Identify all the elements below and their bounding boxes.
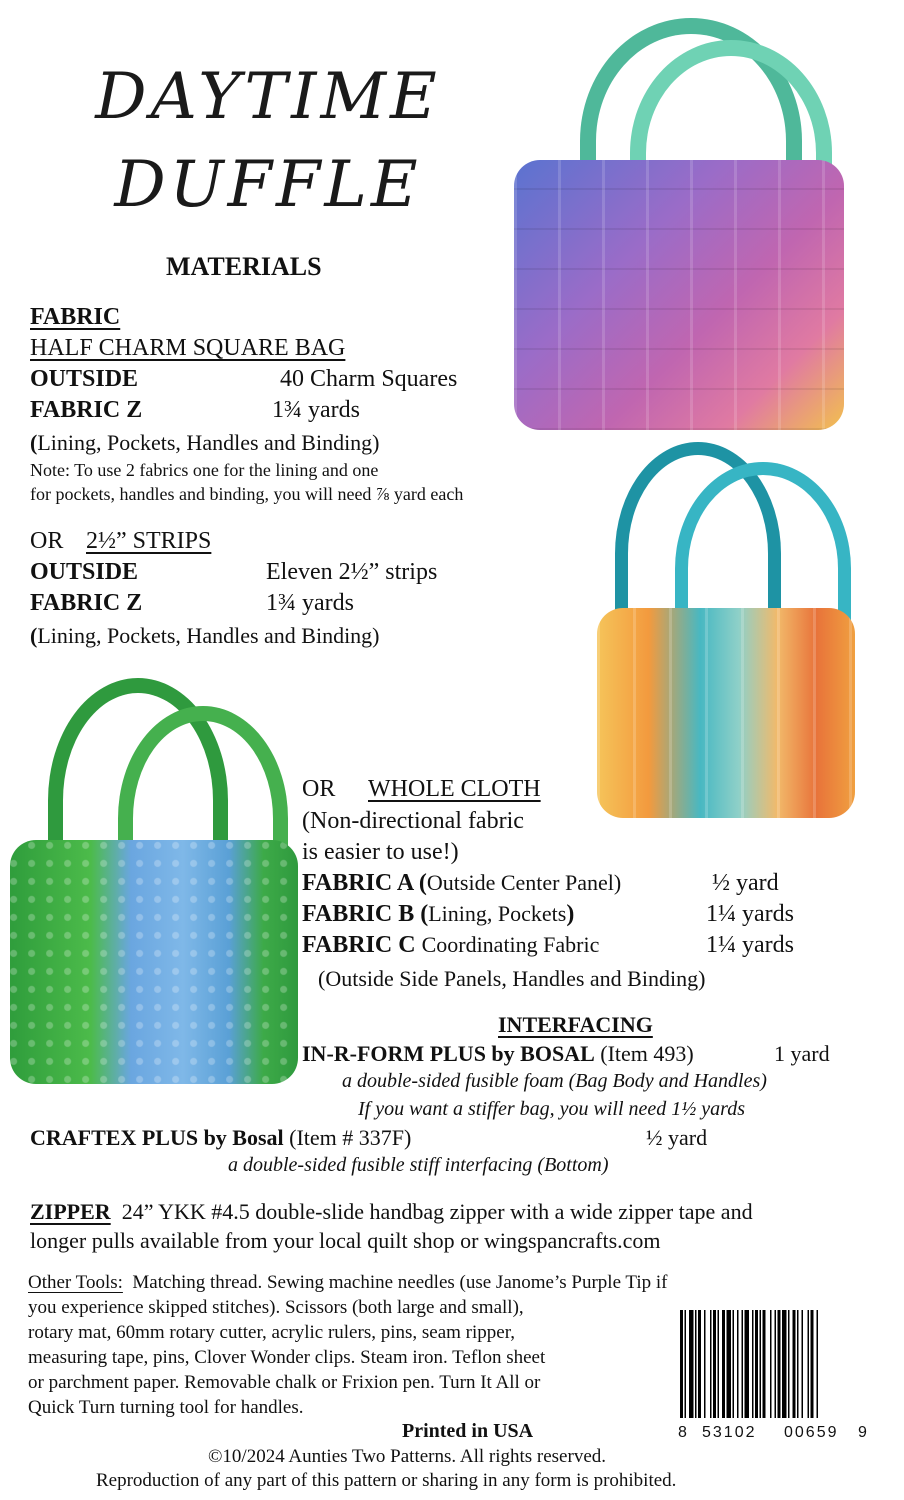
interfacing-heading: INTERFACING [498,1012,653,1037]
barcode-bar [782,1310,787,1418]
fabric-b-close: ) [566,901,575,927]
printed-in: Printed in USA [402,1420,534,1442]
copyright: ©10/2024 Aunties Two Patterns. All rights reserved. [208,1446,606,1467]
barcode-digits-left: 53102 [702,1424,757,1441]
zipper-text1: 24” YKK #4.5 double-slide handbag zipper with a wide zipper tape and [121,1199,753,1224]
barcode-bar [742,1310,744,1418]
barcode-bar [802,1310,804,1418]
barcode-last-digit: 9 [858,1424,867,1441]
barcode-bar [797,1310,799,1418]
interfacing-item2-num: (Item # 337F) [289,1125,412,1150]
fabric-a-label: FABRIC A ( [302,870,427,896]
title-line2: DUFFLE [114,148,422,222]
barcode-bar [698,1310,701,1418]
other-tools-label: Other Tools: [28,1272,123,1293]
barcode-bar [727,1310,732,1418]
strips-heading: 2½” STRIPS [86,528,212,554]
green-duffle-photo [8,676,300,1084]
fabric-b-label: FABRIC B ( [302,901,429,927]
strips-fabric-z-value: 1¾ yards [266,590,354,616]
strips-uses-open: ( [30,623,38,648]
interfacing-item2-label: CRAFTEX PLUS by Bosal [30,1125,284,1150]
barcode-digits-right: 00659 [784,1424,839,1441]
barcode-bar [689,1310,694,1418]
outside-value: 40 Charm Squares [280,366,458,392]
fabric-a-value: ½ yard [712,870,779,896]
title-line1: DAYTIME [95,60,441,134]
barcode-bars [680,1310,818,1418]
other-tools-line3: rotary mat, 60mm rotary cutter, acrylic rulers, pins, seam ripper, [28,1322,516,1343]
barcode-bar [718,1310,720,1418]
barcode-bar [770,1310,772,1418]
barcode-bar [808,1310,810,1418]
barcode-bar [760,1310,762,1418]
strips-or: OR [30,528,64,554]
fabric-c-label: FABRIC C [302,932,416,958]
strips-fabric-z-label: FABRIC Z [30,590,143,616]
barcode-bar [710,1310,712,1418]
barcode-bar [755,1310,758,1418]
whole-cloth-heading: WHOLE CLOTH [368,776,541,802]
strips-outside-label: OUTSIDE [30,559,139,585]
fabric-note-line1: Note: To use 2 fabrics one for the lining and one [30,460,379,480]
barcode-first-digit: 8 [678,1424,687,1441]
fabric-uses [30,430,380,456]
orange-duffle-photo [595,438,857,818]
other-tools-line6: Quick Turn turning tool for handles. [28,1397,304,1418]
other-tools-line1 [28,1272,667,1294]
barcode-bar [737,1310,739,1418]
other-tools-text1: Matching thread. Sewing machine needles (use Janome’s Purple Tip if [132,1272,668,1293]
barcode-bar [680,1310,683,1418]
strips-uses-text: Lining, Pockets, Handles and Binding) [37,623,380,648]
purple-duffle-photo [510,10,850,430]
barcode-bar [745,1310,750,1418]
fabric-z-label: FABRIC Z [30,397,143,423]
interfacing-item2-value: ½ yard [646,1125,708,1150]
fabric-uses-open: ( [30,430,38,455]
fabric-c-row [302,932,599,959]
fabric-z-value: 1¾ yards [272,397,360,423]
interfacing-item1-desc: a double-sided fusible foam (Bag Body and Handles) [342,1070,767,1092]
barcode-bar [733,1310,735,1418]
half-charm-heading: HALF CHARM SQUARE BAG [30,335,346,361]
fabric-c-note: (Outside Side Panels, Handles and Binding) [318,966,706,991]
whole-cloth-or: OR [302,776,336,802]
barcode-bar [722,1310,725,1418]
outside-label: OUTSIDE [30,366,139,392]
barcode-bar [695,1310,697,1418]
strips-outside-value: Eleven 2½” strips [266,559,438,585]
interfacing-item2-desc: a double-sided fusible stiff interfacing (Bottom) [228,1154,609,1176]
interfacing-item1-value: 1 yard [774,1041,830,1066]
other-tools-line2: you experience skipped stitches). Scissors (both large and small), [28,1297,524,1318]
fabric-uses-text: Lining, Pockets, Handles and Binding) [37,430,380,455]
barcode-bar [817,1310,819,1418]
interfacing-item1-num: (Item 493) [600,1041,694,1066]
interfacing-item1-label: IN-R-FORM PLUS by BOSAL [302,1041,595,1066]
fabric-note-line2: for pockets, handles and binding, you will need ⅞ yard each [30,484,464,504]
zipper-line2: longer pulls available from your local quilt shop or wingspancrafts.com [30,1228,661,1253]
fabric-c-value: 1¼ yards [706,932,794,958]
fabric-c-desc: Coordinating Fabric [421,932,600,957]
reproduction-notice: Reproduction of any part of this pattern or sharing in any form is prohibited. [96,1470,677,1491]
interfacing-item2 [30,1125,411,1151]
other-tools-line4: measuring tape, pins, Clover Wonder clips. Steam iron. Teflon sheet [28,1347,546,1368]
fabric-b-value: 1¼ yards [706,901,794,927]
barcode-bar [752,1310,754,1418]
interfacing-item1-note: If you want a stiffer bag, you will need 1½ yards [358,1098,746,1120]
zipper-line1 [30,1199,753,1225]
barcode-bar [775,1310,777,1418]
fabric-b-desc: Lining, Pockets [428,901,567,926]
barcode-bar [685,1310,687,1418]
fabric-a-row [302,870,621,897]
other-tools-line5: or parchment paper. Removable chalk or Frixion pen. Turn It All or [28,1372,541,1393]
whole-cloth-desc-line2: is easier to use!) [302,839,459,865]
barcode-bar [763,1310,766,1418]
barcode-bar [793,1310,796,1418]
barcode-bar [713,1310,716,1418]
orange-bag-body [597,608,855,818]
materials-heading: MATERIALS [166,252,322,281]
interfacing-item1 [302,1041,694,1067]
zipper-label: ZIPPER [30,1199,111,1224]
barcode-bar [778,1310,781,1418]
strips-uses [30,623,380,649]
barcode-bar [788,1310,790,1418]
whole-cloth-desc-line1: (Non-directional fabric [302,808,524,834]
fabric-a-desc: Outside Center Panel) [426,870,622,895]
barcode [676,1310,866,1418]
purple-bag-body [514,160,844,430]
fabric-heading: FABRIC [30,304,121,330]
barcode-bar [704,1310,706,1418]
fabric-b-row [302,901,574,928]
green-bag-body [10,840,298,1084]
barcode-bar [811,1310,814,1418]
